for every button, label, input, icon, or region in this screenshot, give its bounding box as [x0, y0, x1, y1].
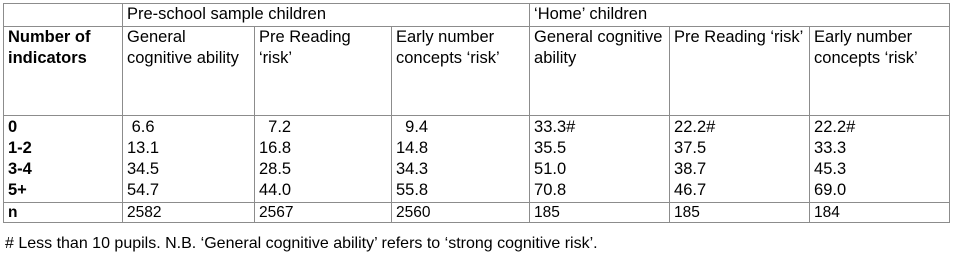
value: 35.5 [534, 139, 567, 157]
value: 6.6 [127, 118, 155, 136]
n-value: 2582 [123, 203, 255, 223]
row-label: 5+ [8, 181, 27, 199]
indicators-table [3, 3, 950, 223]
column-header-row [4, 27, 950, 116]
group-preschool: Pre-school sample children [123, 4, 530, 27]
value: 22.2# [814, 118, 856, 136]
n-value: 2560 [392, 203, 530, 223]
n-value: 184 [810, 203, 950, 223]
col-header-general-home: General cognitive ability [530, 27, 670, 116]
n-value: 2567 [255, 203, 392, 223]
value: 16.8 [259, 139, 292, 157]
row-labels-cell [4, 116, 123, 203]
value: 9.4 [396, 118, 429, 136]
value: 55.8 [396, 181, 429, 199]
n-value: 185 [530, 203, 670, 223]
footnote: # Less than 10 pupils. N.B. ‘General cognitive ability’ refers to ‘strong cognitive risk’. [5, 235, 598, 252]
value: 28.5 [259, 160, 292, 178]
col-header-general-preschool: General cognitive ability [123, 27, 255, 116]
n-row [4, 203, 950, 223]
col-header-reading-home: Pre Reading ‘risk’ [670, 27, 810, 116]
empty-corner-cell [4, 4, 123, 27]
value: 33.3# [534, 118, 576, 136]
value: 54.7 [127, 181, 160, 199]
value: 33.3 [814, 139, 847, 157]
group-header-row [4, 4, 950, 27]
value: 46.7 [674, 181, 707, 199]
value-cell [255, 116, 392, 203]
row-label: 3-4 [8, 160, 32, 178]
value: 34.5 [127, 160, 160, 178]
n-label: n [4, 203, 123, 223]
col-header-number-preschool: Early number concepts ‘risk’ [392, 27, 530, 116]
value-cell [530, 116, 670, 203]
value: 22.2# [674, 118, 716, 136]
col-header-number-home: Early number concepts ‘risk’ [810, 27, 950, 116]
group-home: ‘Home’ children [530, 4, 950, 27]
value: 13.1 [127, 139, 160, 157]
n-value: 185 [670, 203, 810, 223]
value: 44.0 [259, 181, 292, 199]
row-label: 1-2 [8, 139, 32, 157]
value: 14.8 [396, 139, 429, 157]
col-header-reading-preschool: Pre Reading ‘risk’ [255, 27, 392, 116]
value: 34.3 [396, 160, 429, 178]
value-cell [670, 116, 810, 203]
value: 51.0 [534, 160, 567, 178]
value: 7.2 [259, 118, 292, 136]
value: 45.3 [814, 160, 847, 178]
value-cell [810, 116, 950, 203]
row-label: 0 [8, 118, 18, 136]
table-body-row [4, 116, 950, 203]
value: 70.8 [534, 181, 567, 199]
value: 38.7 [674, 160, 707, 178]
value: 69.0 [814, 181, 847, 199]
value: 37.5 [674, 139, 707, 157]
value-cell [392, 116, 530, 203]
stub-header: Number of indicators [4, 27, 123, 116]
value-cell [123, 116, 255, 203]
